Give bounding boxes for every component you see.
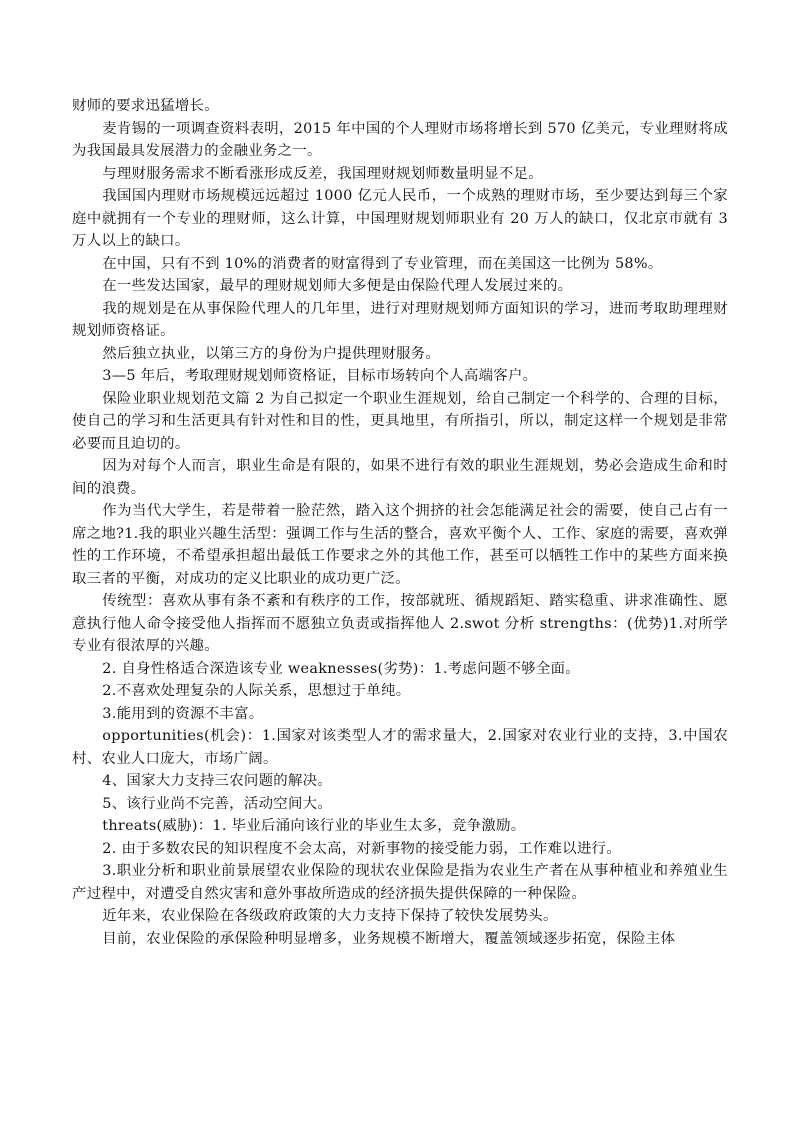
- paragraph: 在一些发达国家，最早的理财规划师大多便是由保险代理人发展过来的。: [102, 278, 573, 294]
- paragraph: 目前，农业保险的承保险种明显增多，业务规模不断增大，覆盖领域逐步拓宽，保险主体: [102, 930, 676, 947]
- paragraph: 因为对每个人而言，职业生命是有限的，如果不进行有效的职业生涯规划，势必会造成生命和时间的浪费。: [72, 458, 728, 497]
- document-body: [72, 95, 728, 950]
- paragraph: 5、该行业尚不完善，活动空间大。: [102, 795, 333, 812]
- paragraph: 3.职业分析和职业前景展望农业保险的现状农业保险是指为农业生产者在从事种植业和养殖业生产过程中，对遭受自然灾害和意外事故所造成的经济损失提供保障的一种保险。: [72, 863, 728, 902]
- paragraph: 在中国，只有不到 10%的消费者的财富得到了专业管理，而在美国这一比例为 58%。: [102, 255, 663, 272]
- paragraph: 财师的要求迅猛增长。: [72, 98, 219, 114]
- paragraph: 保险业职业规划范文篇 2 为自己拟定一个职业生涯规划，给自己制定一个科学的、合理的目标，使自己的学习和生活更具有针对性和目的性，更具地里，有所指引，所以，制定这样一个规划是非常必要而且迫切的。: [72, 390, 728, 452]
- paragraph: opportunities(机会)：1.国家对该类型人才的需求量大，2.国家对农业行业的支持，3.中国农村、农业人口庞大，市场广阔。: [72, 728, 728, 767]
- paragraph: threats(威胁)：1. 毕业后涌向该行业的毕业生太多，竞争激励。: [102, 818, 526, 834]
- paragraph: 我国国内理财市场规模远远超过 1000 亿元人民币，一个成熟的理财市场，至少要达到每三个家庭中就拥有一个专业的理财师，这么计算，中国理财规划师职业有 20 万人的缺口，仅北京市就有 3 万人以上的缺口。: [72, 188, 728, 249]
- paragraph: 2.不喜欢处理复杂的人际关系，思想过于单纯。: [102, 683, 411, 699]
- paragraph: 与理财服务需求不断看涨形成反差，我国理财规划师数量明显不足。: [102, 165, 543, 182]
- paragraph: 3.能用到的资源不丰富。: [102, 705, 264, 722]
- paragraph: 4、国家大力支持三农问题的解决。: [102, 773, 333, 789]
- paragraph: 麦肯锡的一项调查资料表明，2015 年中国的个人理财市场将增长到 570 亿美元，专业理财将成为我国最具发展潜力的金融业务之一。: [72, 120, 728, 159]
- paragraph: 我的规划是在从事保险代理人的几年里，进行对理财规划师方面知识的学习，进而考取助理理财规划师资格证。: [72, 300, 728, 339]
- paragraph: 2. 由于多数农民的知识程度不会太高，对新事物的接受能力弱，工作难以进行。: [102, 840, 621, 857]
- paragraph: 近年来，农业保险在各级政府政策的大力支持下保持了较快发展势头。: [102, 908, 558, 924]
- paragraph: 3—5 年后，考取理财规划师资格证，目标市场转向个人高端客户。: [102, 368, 538, 384]
- paragraph: 作为当代大学生，若是带着一脸茫然，踏入这个拥挤的社会怎能满足社会的需要，使自己占有一席之地?1.我的职业兴趣生活型：强调工作与生活的整合，喜欢平衡个人、工作、家庭的需要，喜欢弹性的工作环境，不希望承担超出最低工作要求之外的其他工作，甚至可以牺牲工作中的某些方面来换取三者的平衡，对成功的定义比职业的成功更广泛。: [72, 503, 728, 587]
- paragraph: 2. 自身性格适合深造该专业 weaknesses(劣势)：1.考虑问题不够全面。: [102, 660, 580, 677]
- paragraph: 传统型：喜欢从事有条不紊和有秩序的工作，按部就班、循规蹈矩、踏实稳重、讲求准确性、愿意执行他人命令接受他人指挥而不愿独立负责或指挥他人 2.swot 分析 strengths：(优势)1.对所学专业有很浓厚的兴趣。: [72, 593, 728, 654]
- paragraph: 然后独立执业，以第三方的身份为户提供理财服务。: [102, 345, 441, 362]
